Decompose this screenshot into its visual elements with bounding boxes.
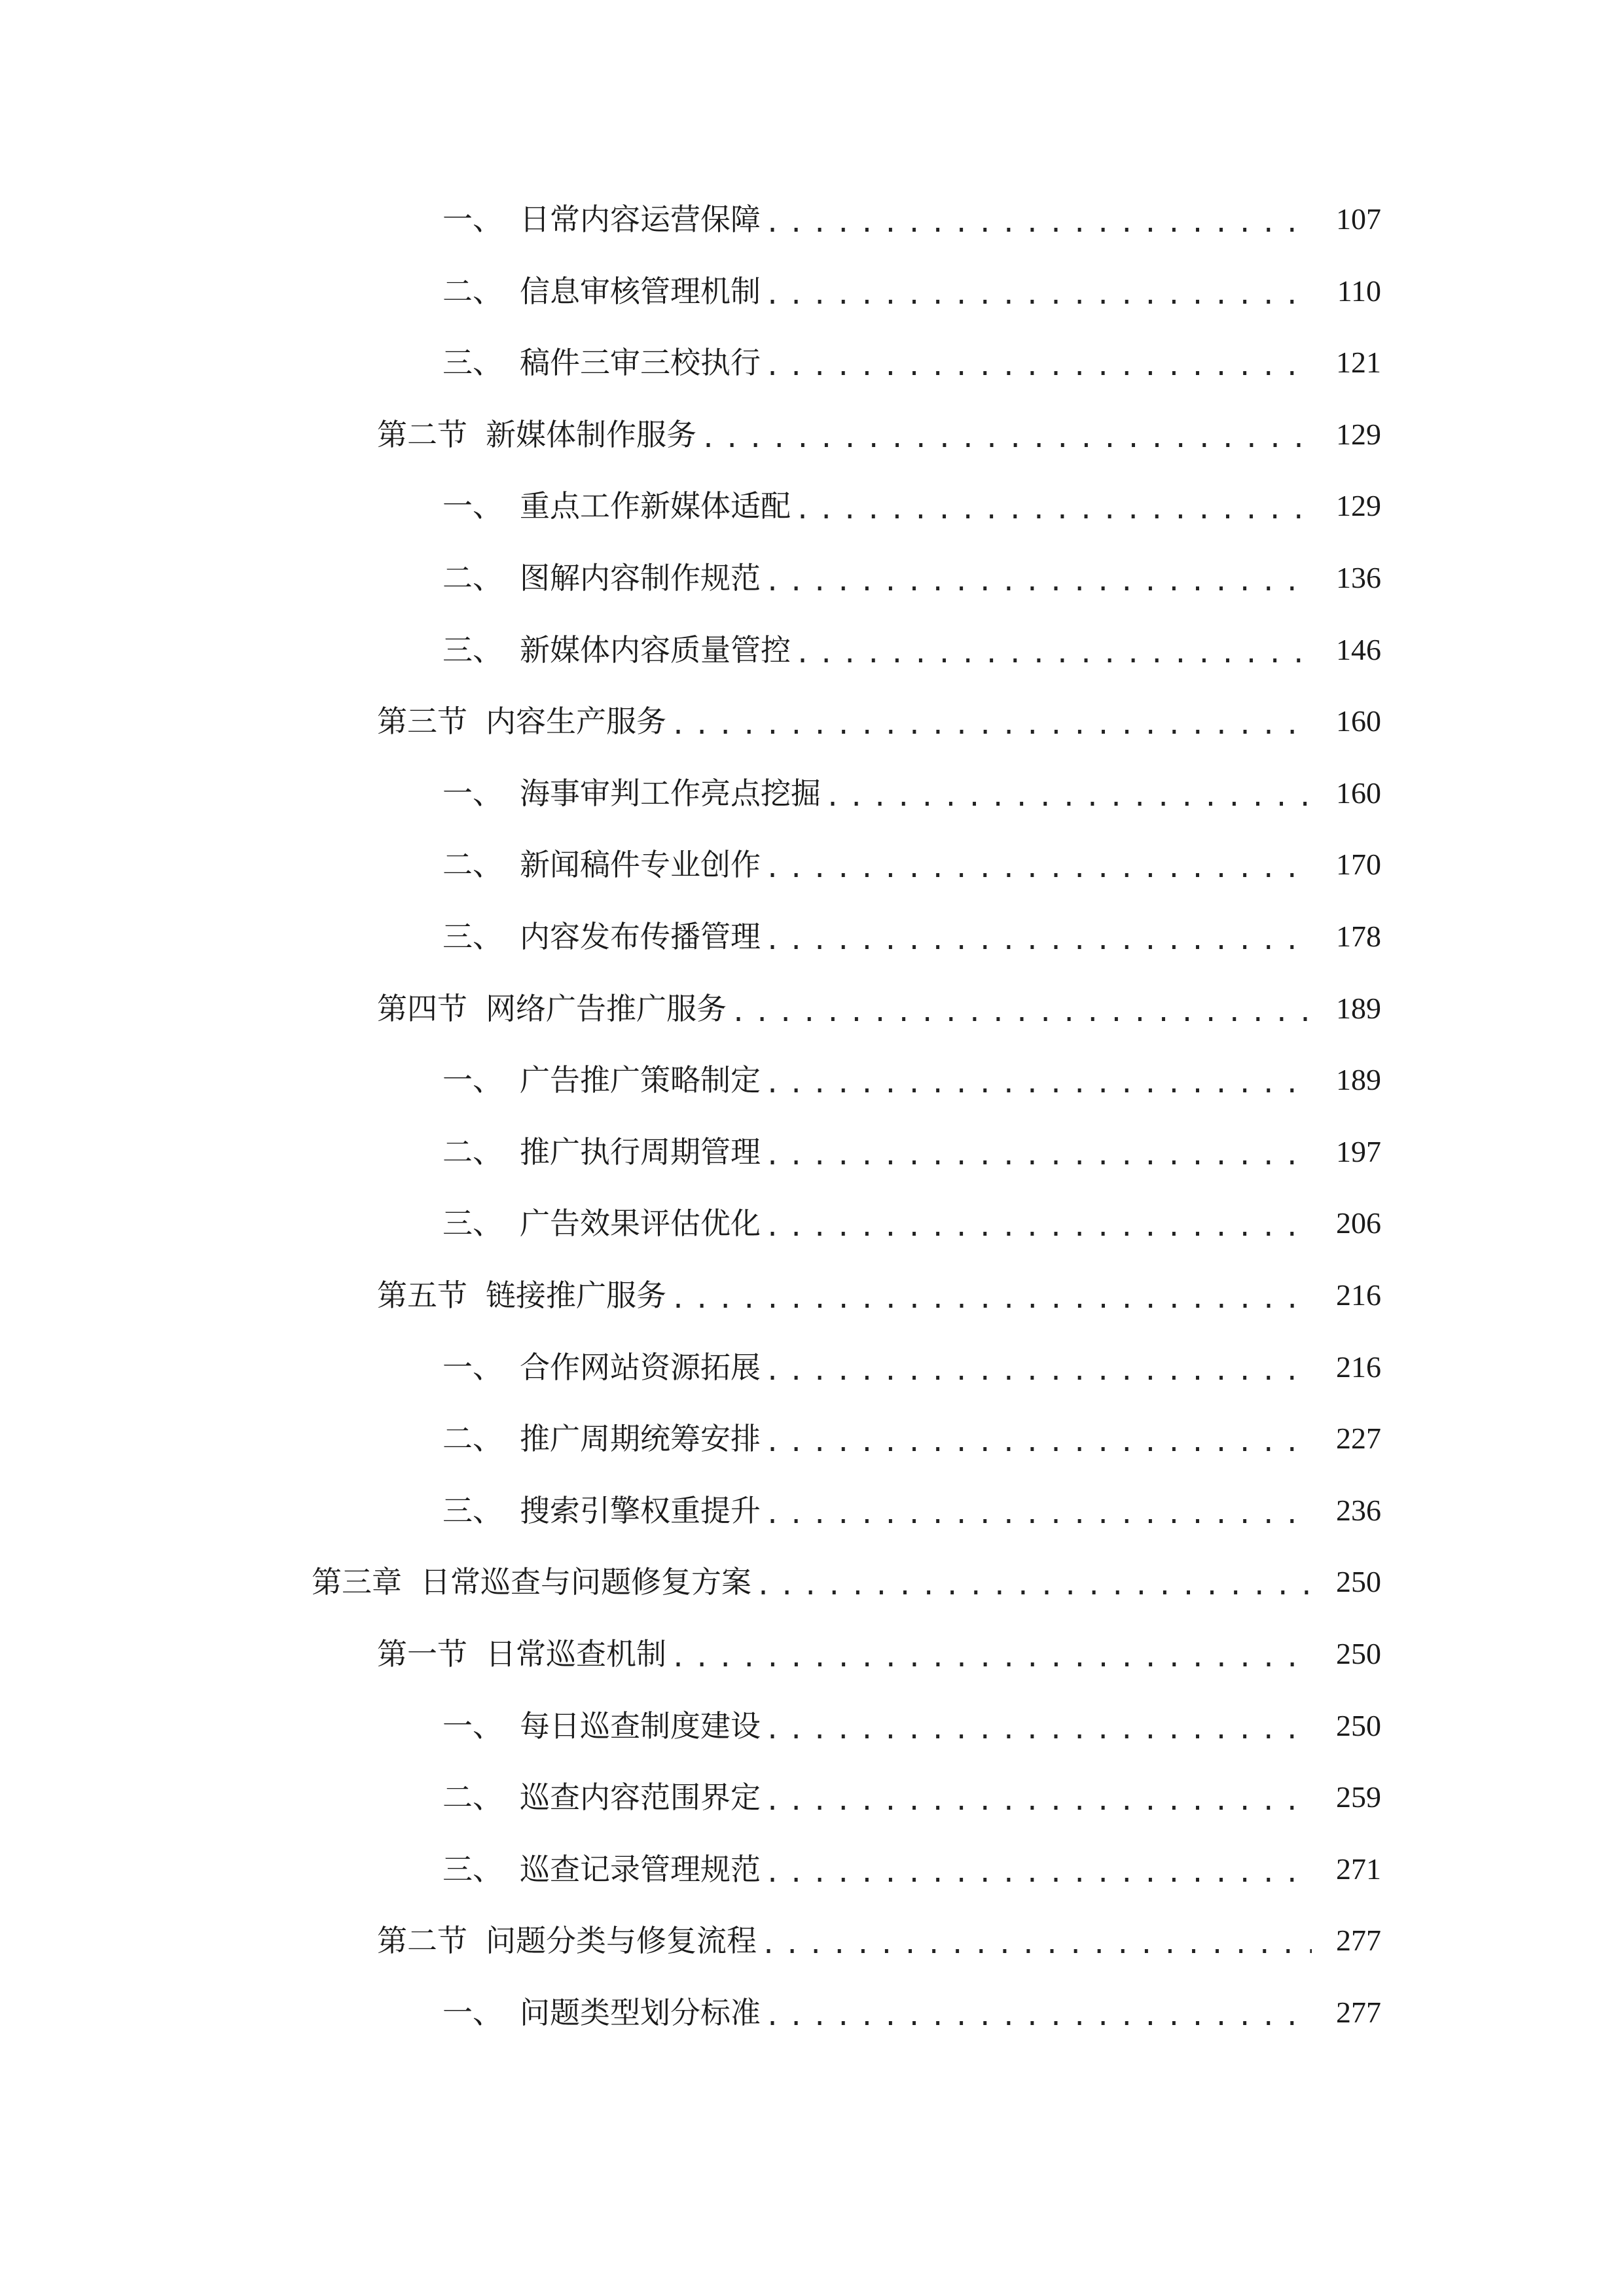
- toc-entry[interactable]: [377, 973, 1381, 1045]
- toc-entry-number: 第五节: [377, 1278, 467, 1313]
- toc-entry-number: 第四节: [377, 990, 467, 1026]
- toc-entry[interactable]: [377, 1618, 1381, 1690]
- dot-leader: [700, 425, 1312, 452]
- toc-entry[interactable]: [442, 1475, 1381, 1547]
- toc-entry-page-number: 107: [1336, 202, 1381, 236]
- toc-entry-number: 三、: [442, 1851, 503, 1887]
- toc-entry-number: 第三章: [312, 1564, 402, 1600]
- dot-leader: [795, 641, 1312, 667]
- toc-entry[interactable]: [442, 1761, 1381, 1833]
- toc-entry-title: 问题分类与修复流程: [486, 1923, 757, 1959]
- toc-entry-title: 日常巡查机制: [486, 1636, 666, 1672]
- toc-entry-title: 新媒体制作服务: [486, 416, 696, 452]
- toc-entry[interactable]: [442, 1977, 1381, 2049]
- toc-entry-number: 二、: [442, 1780, 503, 1816]
- toc-entry-page-number: 146: [1336, 632, 1381, 666]
- dot-leader: [755, 1573, 1312, 1599]
- toc-entry-title: 问题类型划分标准: [520, 1995, 761, 2030]
- dot-leader: [761, 1931, 1312, 1958]
- toc-entry-page-number: 250: [1336, 1637, 1381, 1670]
- toc-entry-title: 合作网站资源拓展: [520, 1349, 761, 1385]
- toc-entry[interactable]: [442, 829, 1381, 901]
- toc-entry-page-number: 259: [1336, 1780, 1381, 1814]
- dot-leader: [765, 1358, 1312, 1384]
- toc-entry[interactable]: [442, 470, 1381, 542]
- toc-entry-page-number: 189: [1336, 1063, 1381, 1097]
- toc-entry-title: 广告推广策略制定: [520, 1062, 761, 1098]
- dot-leader: [765, 1429, 1312, 1456]
- toc-entry-title: 新闻稿件专业创作: [520, 847, 761, 883]
- toc-entry-title: 稿件三审三校执行: [520, 345, 761, 381]
- toc-entry-page-number: 189: [1336, 991, 1381, 1025]
- toc-entry-number: 一、: [442, 1062, 503, 1098]
- toc-entry-page-number: 160: [1336, 776, 1381, 810]
- toc-entry-number: 第二节: [377, 1923, 467, 1959]
- toc-entry[interactable]: [442, 1044, 1381, 1116]
- dot-leader: [795, 497, 1312, 523]
- toc-entry-title: 搜索引擎权重提升: [520, 1492, 761, 1528]
- toc-entry-page-number: 277: [1336, 1996, 1381, 2029]
- toc-entry-number: 二、: [442, 1421, 503, 1457]
- toc-entry-page-number: 271: [1336, 1852, 1381, 1886]
- toc-entry[interactable]: [442, 757, 1381, 829]
- toc-entry[interactable]: [442, 1403, 1381, 1475]
- toc-entry-page-number: 110: [1337, 274, 1381, 308]
- toc-entry[interactable]: [442, 327, 1381, 399]
- dot-leader: [765, 2003, 1312, 2030]
- toc-entry-title: 推广执行周期管理: [520, 1134, 761, 1170]
- toc-entry-page-number: 206: [1336, 1206, 1381, 1240]
- toc-entry-page-number: 250: [1336, 1708, 1381, 1742]
- toc-entry-number: 三、: [442, 345, 503, 381]
- toc-entry[interactable]: [377, 399, 1381, 471]
- dot-leader: [670, 1286, 1312, 1312]
- toc-entry-number: 一、: [442, 775, 503, 811]
- toc-entry-page-number: 236: [1336, 1493, 1381, 1527]
- toc-entry[interactable]: [442, 1116, 1381, 1188]
- toc-entry-page-number: 216: [1336, 1350, 1381, 1384]
- toc-entry-number: 三、: [442, 1492, 503, 1528]
- toc-entry[interactable]: [442, 1331, 1381, 1403]
- dot-leader: [765, 1214, 1312, 1240]
- toc-entry[interactable]: [442, 1690, 1381, 1762]
- toc-entry-title: 巡查记录管理规范: [520, 1851, 761, 1887]
- dot-leader: [765, 855, 1312, 882]
- dot-leader: [765, 1501, 1312, 1528]
- toc-entry[interactable]: [442, 901, 1381, 973]
- dot-leader: [765, 353, 1312, 380]
- dot-leader: [765, 1071, 1312, 1097]
- toc-entry-number: 一、: [442, 1349, 503, 1385]
- toc-entry-number: 第二节: [377, 416, 467, 452]
- toc-entry-number: 三、: [442, 1206, 503, 1242]
- toc-entry-title: 海事审判工作亮点挖掘: [520, 775, 821, 811]
- toc-entry[interactable]: [442, 183, 1381, 255]
- dot-leader: [670, 712, 1312, 738]
- toc-entry-title: 内容发布传播管理: [520, 919, 761, 954]
- toc-entry-page-number: 277: [1336, 1924, 1381, 1958]
- dot-leader: [670, 1645, 1312, 1671]
- toc-entry-number: 二、: [442, 560, 503, 596]
- toc-entry[interactable]: [377, 1905, 1381, 1977]
- toc-entry-page-number: 129: [1336, 417, 1381, 451]
- toc-entry-number: 一、: [442, 202, 503, 237]
- dot-leader: [765, 1143, 1312, 1169]
- toc-entry-page-number: 250: [1336, 1565, 1381, 1599]
- toc-entry-page-number: 170: [1336, 848, 1381, 882]
- toc-entry-number: 二、: [442, 1134, 503, 1170]
- toc-entry-title: 图解内容制作规范: [520, 560, 761, 596]
- toc-entry-number: 三、: [442, 632, 503, 668]
- toc-entry-title: 每日巡查制度建设: [520, 1708, 761, 1744]
- toc-entry-title: 信息审核管理机制: [520, 273, 761, 309]
- toc-entry-title: 新媒体内容质量管控: [520, 632, 791, 668]
- dot-leader: [765, 1788, 1312, 1814]
- toc-entry-page-number: 197: [1336, 1134, 1381, 1168]
- toc-entry-title: 网络广告推广服务: [486, 990, 727, 1026]
- toc-entry-number: 一、: [442, 1708, 503, 1744]
- toc-entry-title: 链接推广服务: [486, 1278, 666, 1313]
- toc-entry-title: 巡查内容范围界定: [520, 1780, 761, 1816]
- toc-entry-number: 一、: [442, 1995, 503, 2030]
- toc-entry-title: 推广周期统筹安排: [520, 1421, 761, 1457]
- dot-leader: [765, 1860, 1312, 1886]
- toc-entry-number: 第一节: [377, 1636, 467, 1672]
- dot-leader: [765, 569, 1312, 595]
- toc-entry-page-number: 129: [1336, 489, 1381, 523]
- toc-entry-title: 内容生产服务: [486, 704, 666, 740]
- toc-entry[interactable]: [442, 1833, 1381, 1905]
- toc-entry-number: 二、: [442, 273, 503, 309]
- toc-entry-title: 日常巡查与问题修复方案: [420, 1564, 751, 1600]
- dot-leader: [765, 927, 1312, 954]
- toc-entry-page-number: 160: [1336, 704, 1381, 738]
- dot-leader: [765, 210, 1312, 236]
- toc-entry-number: 一、: [442, 488, 503, 524]
- toc-entry[interactable]: [442, 614, 1381, 686]
- dot-leader: [825, 784, 1312, 810]
- toc-entry[interactable]: [377, 1259, 1381, 1331]
- toc-entry[interactable]: [377, 685, 1381, 757]
- toc-entry-number: 第三节: [377, 704, 467, 740]
- toc-entry-page-number: 136: [1336, 561, 1381, 594]
- toc-entry-title: 广告效果评估优化: [520, 1206, 761, 1242]
- toc-entry-number: 三、: [442, 919, 503, 954]
- toc-entry-page-number: 227: [1336, 1422, 1381, 1456]
- toc-entry[interactable]: [312, 1546, 1381, 1618]
- dot-leader: [765, 1717, 1312, 1743]
- toc-entry-number: 二、: [442, 847, 503, 883]
- toc-entry[interactable]: [442, 255, 1381, 327]
- dot-leader: [731, 999, 1312, 1026]
- toc-entry[interactable]: [442, 542, 1381, 614]
- dot-leader: [765, 282, 1312, 308]
- toc-entry-page-number: 216: [1336, 1278, 1381, 1312]
- toc-entry[interactable]: [442, 1187, 1381, 1259]
- toc-entry-title: 日常内容运营保障: [520, 202, 761, 237]
- toc-entry-page-number: 178: [1336, 920, 1381, 953]
- toc-entry-page-number: 121: [1336, 346, 1381, 380]
- toc-entry-title: 重点工作新媒体适配: [520, 488, 791, 524]
